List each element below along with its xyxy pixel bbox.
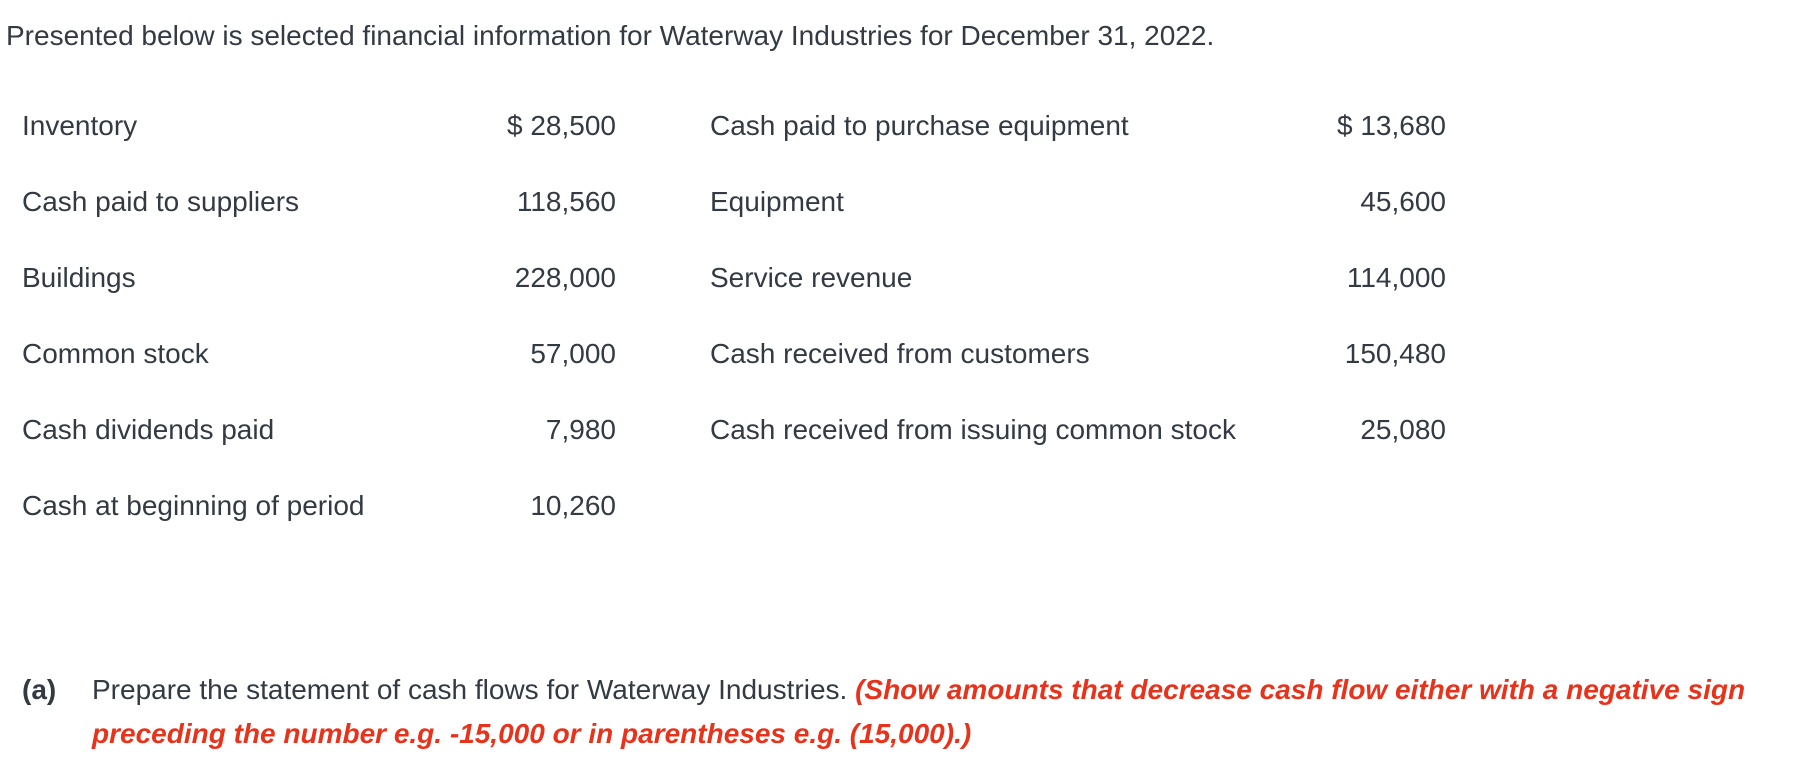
item-label: Common stock xyxy=(22,338,209,369)
item-amount: 228,000 xyxy=(514,262,616,293)
table-row xyxy=(22,410,1446,486)
item-label: Cash received from issuing common stock xyxy=(710,414,1236,445)
table-row xyxy=(22,334,1446,410)
item-label: Cash paid to suppliers xyxy=(22,186,300,217)
question-block xyxy=(22,668,1782,756)
item-label: Inventory xyxy=(22,110,138,141)
item-amount: 114,000 xyxy=(1346,262,1446,293)
item-label xyxy=(710,486,1270,562)
item-amount: 25,080 xyxy=(1360,414,1446,445)
item-label: Equipment xyxy=(710,186,844,217)
item-amount: 45,600 xyxy=(1360,186,1446,217)
question-text-block xyxy=(92,668,1782,756)
item-amount: 118,560 xyxy=(516,186,616,217)
table-row xyxy=(22,106,1446,182)
table-row xyxy=(22,486,1446,562)
item-label: Buildings xyxy=(22,262,136,293)
financial-info-table xyxy=(22,106,1446,562)
item-label: Cash paid to purchase equipment xyxy=(710,110,1129,141)
question-text: Prepare the statement of cash flows for Waterway Industries. xyxy=(92,674,848,705)
question-instruction: (Show amounts that decrease cash flow either with a negative sign preceding the number e.g. -15,000 or in parentheses e.g. (15,000).) xyxy=(92,674,1746,749)
item-label: Cash dividends paid xyxy=(22,414,275,445)
item-label: Cash at beginning of period xyxy=(22,490,365,521)
table-row xyxy=(22,182,1446,258)
item-amount: 150,480 xyxy=(1344,338,1446,369)
item-amount xyxy=(1270,486,1446,562)
item-amount: 10,260 xyxy=(530,490,616,521)
item-amount: 57,000 xyxy=(530,338,616,369)
item-amount: $ 13,680 xyxy=(1337,110,1446,141)
question-part-label: (a) xyxy=(22,674,57,705)
item-label: Cash received from customers xyxy=(710,338,1090,369)
table-row xyxy=(22,258,1446,334)
item-label: Service revenue xyxy=(710,262,913,293)
intro-text: Presented below is selected financial information for Waterway Industries for December 31, 2022. xyxy=(6,20,1215,51)
item-amount: $ 28,500 xyxy=(507,110,616,141)
item-amount: 7,980 xyxy=(545,414,616,445)
